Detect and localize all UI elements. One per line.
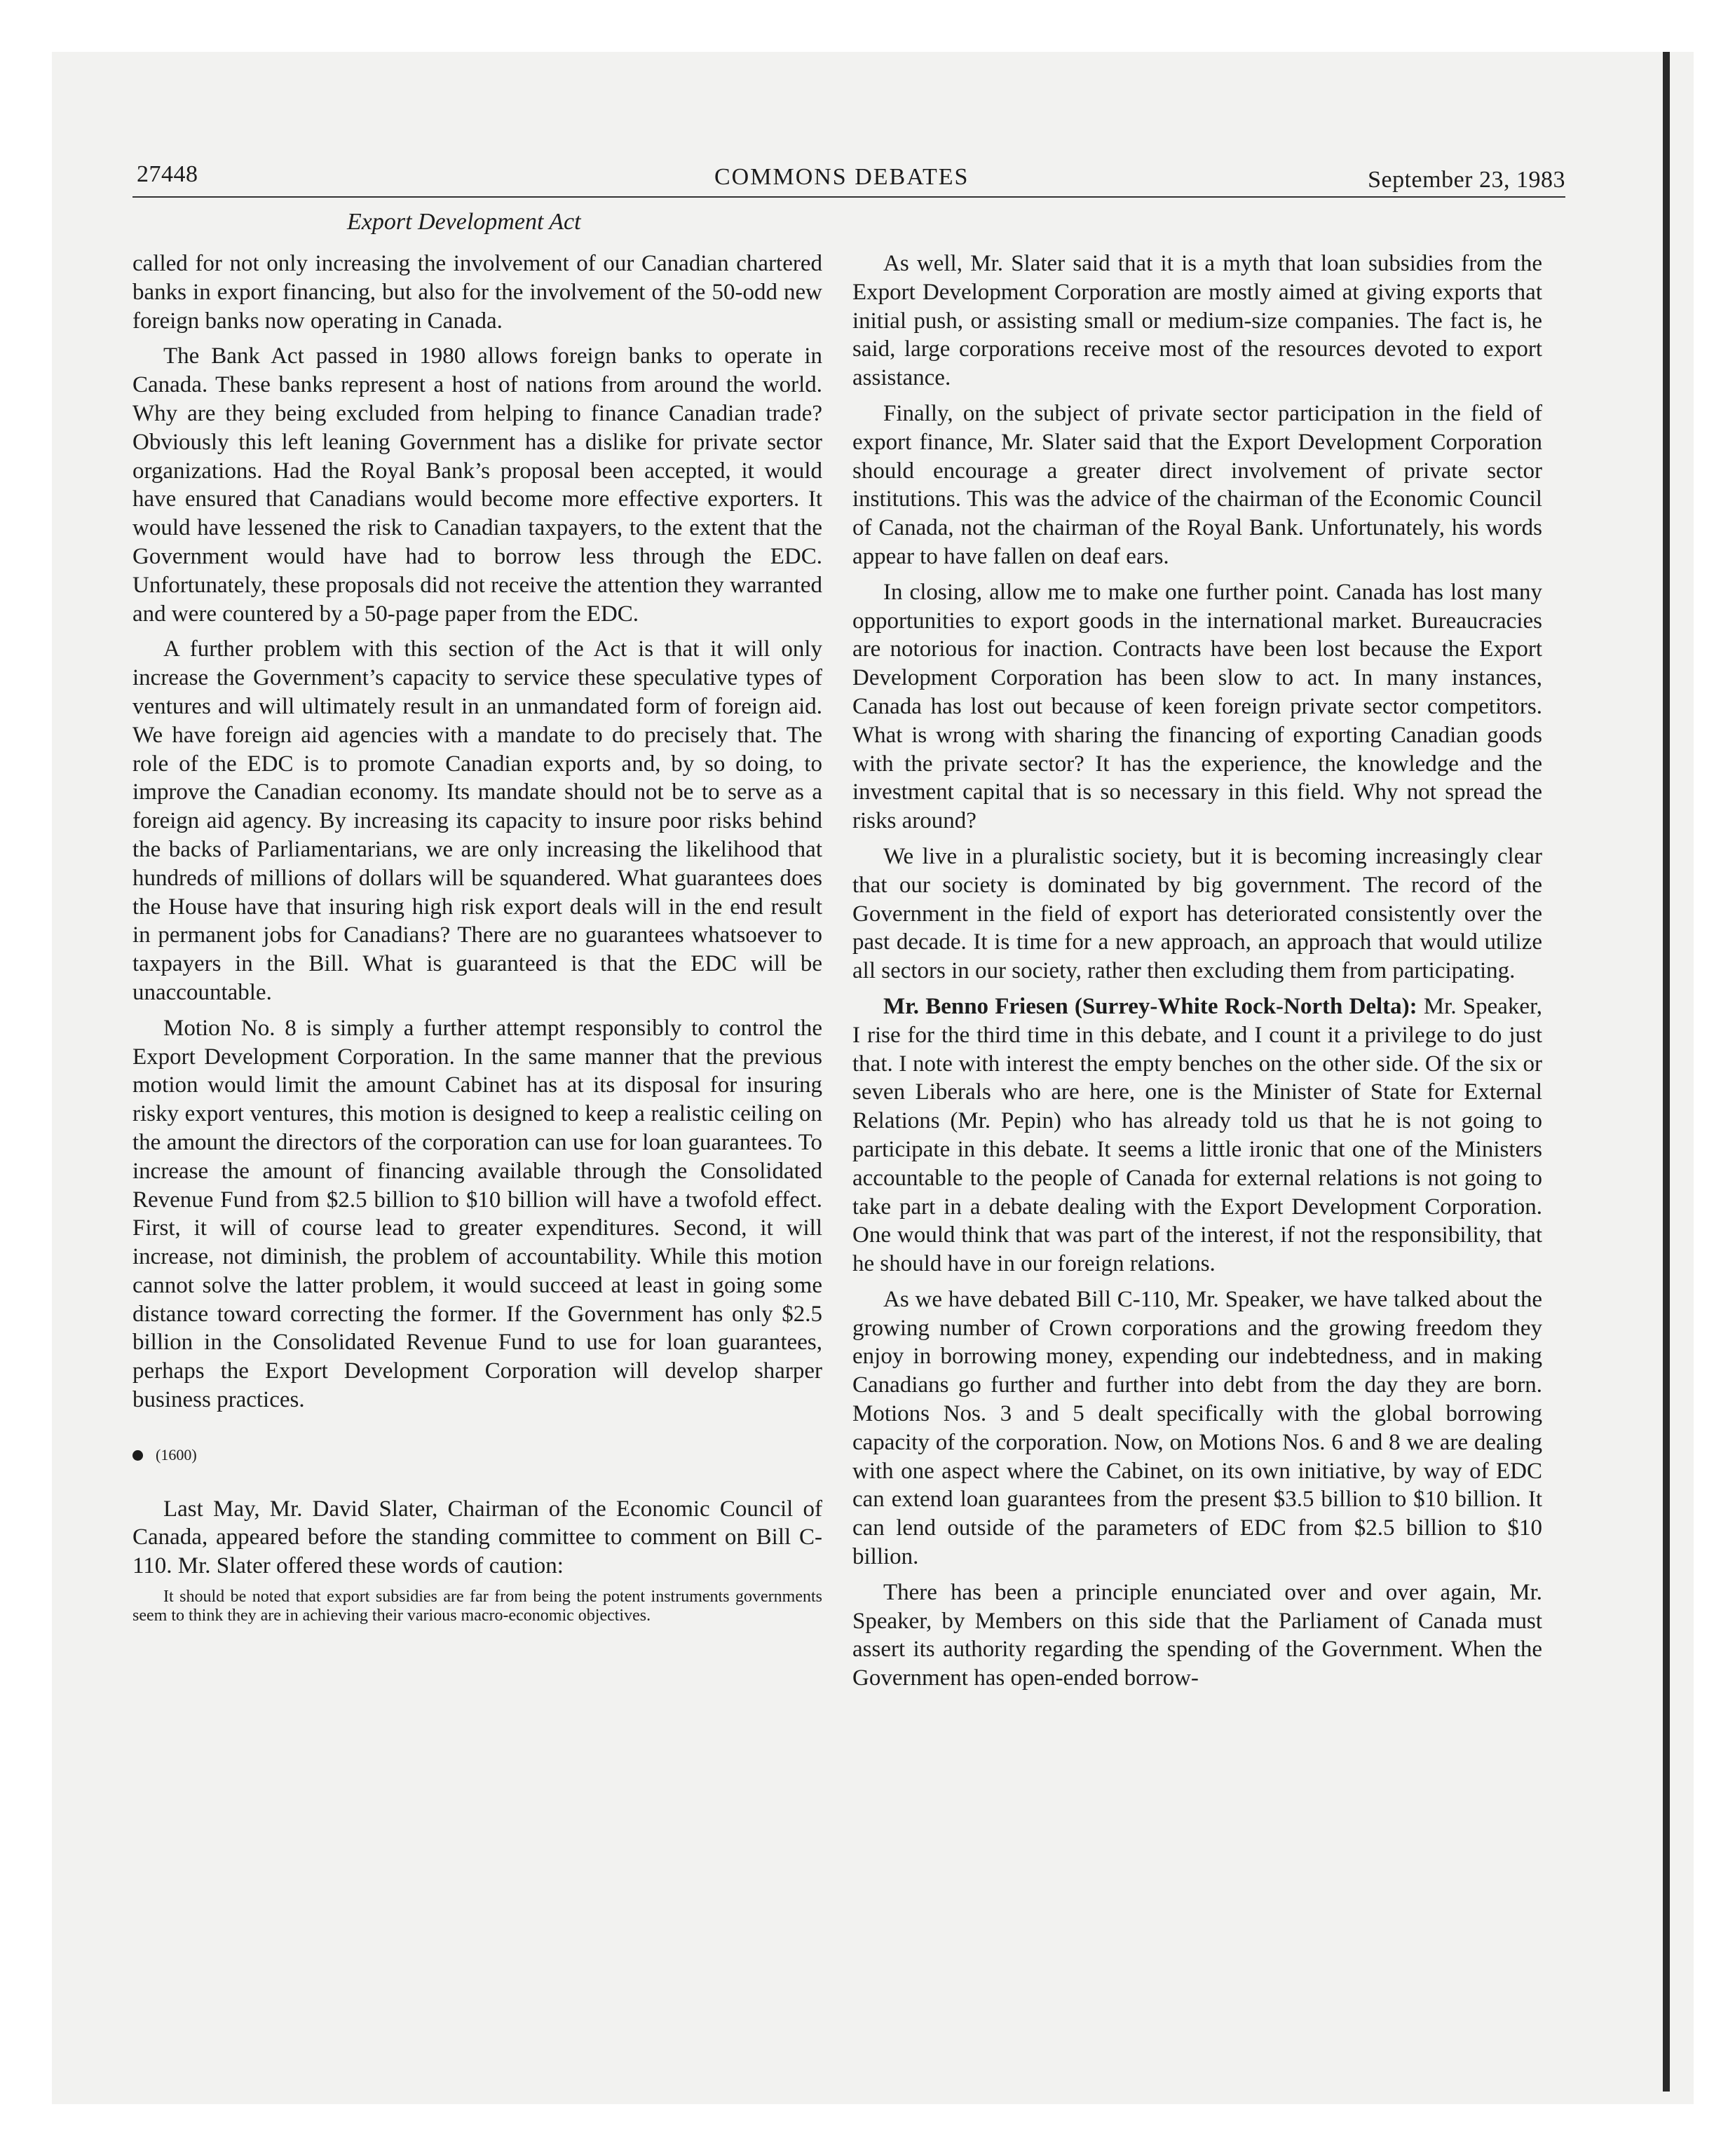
publication-date: September 23, 1983 — [1368, 167, 1565, 193]
paragraph: We live in a pluralistic society, but it is becoming increasingly clear that our society is dominated by big government. The record of the Government in the field of export has deteriorated consistently over the past decade. It is time for a new approach, an approach that would utilize all sectors in our society, rather then excluding them from participating. — [852, 843, 1542, 984]
paragraph: The Bank Act passed in 1980 allows foreign banks to operate in Canada. These banks represent a host of nations from around the world. Why are they being excluded from helping to finance Canadian trade? Obviously this left leaning Government has a dislike for private sector organizations. Had the Royal Bank’s proposal been accepted, it would have ensured that Canadians would become more effective exporters. It would have lessened the risk to Canadian taxpayers, to the extent that the Government would have had to borrow less through the EDC. Unfortunately, these proposals did not receive the attention they warranted and were countered by a 50-page paper from the EDC. — [132, 343, 822, 627]
paragraph: called for not only increasing the involvement of our Canadian chartered banks in export financing, but also for the involvement of the 50-odd new foreign banks now operating in Canada. — [132, 251, 822, 334]
page-header — [132, 161, 1565, 193]
bullet-icon — [132, 1450, 143, 1461]
paragraph: Motion No. 8 is simply a further attempt responsibly to control the Export Development Corporation. In the same manner that the previous motion would limit the amount Cabinet has at its disposal for insuring risky export ventures, this motion is designed to keep a realistic ceiling on the amount the directors of the corporation can use for loan guarantees. To increase the amount of financing available through the Consolidated Revenue Fund from $2.5 billion to $10 billion will have a twofold effect. First, it will of course lead to greater expenditures. Second, it will increase, not diminish, the problem of accountability. While this motion cannot solve the latter problem, it would succeed at least in going some distance toward correcting the former. If the Government has only $2.5 billion in the Consolidated Revenue Fund to use for loan guarantees, perhaps the Export Development Corporation will develop sharper business practices. — [132, 1015, 822, 1413]
block-quote: It should be noted that export subsidies are far from being the potent instruments governments seem to think they are in achieving their various macro-economic objectives. — [132, 1588, 822, 1625]
time-marker-label: (1600) — [156, 1445, 197, 1464]
speaker-name: Mr. Benno Friesen (Surrey-White Rock-North Delta): — [883, 993, 1417, 1019]
document-page — [132, 161, 1565, 2040]
speaker-paragraph — [852, 992, 1542, 1278]
header-rule — [132, 196, 1565, 198]
left-column — [132, 250, 822, 1632]
paragraph: Finally, on the subject of private sector participation in the field of export finance, Mr. Slater said that the Export Development Corporation should encourage a greater direct involvement of private sector institutions. This was the advice of the chairman of the Economic Council of Canada, not the chairman of the Royal Bank. Unfortunately, his words appear to have fallen on deaf ears. — [852, 400, 1542, 569]
section-title: Export Development Act — [347, 209, 581, 235]
page-number: 27448 — [137, 161, 198, 187]
time-marker — [132, 1441, 822, 1470]
page-edge-shadow — [1663, 52, 1670, 2092]
publication-title: COMMONS DEBATES — [714, 164, 969, 190]
speech-text: Mr. Speaker, I rise for the third time in this debate, and I count it a privilege to do just that. I note with interest the empty benches on the other side. Of the six or seven Liberals who are here, one is the Minister of State for External Relations (Mr. Pepin) who has already told us that he is not going to participate in this debate. It seems a little ironic that one of the Ministers accountable to the people of Canada for external relations is not going to take part in a debate dealing with the Export Development Corporation. One would think that was part of the interest, if not the responsibility, that he should have in our foreign relations. — [852, 993, 1542, 1277]
paragraph: A further problem with this section of the Act is that it will only increase the Government’s capacity to service these speculative types of ventures and will ultimately result in an unmandated form of foreign aid. We have foreign aid agencies with a mandate to do precisely that. The role of the EDC is to promote Canadian exports and, by so doing, to improve the Canadian economy. Its mandate should not be to serve as a foreign aid agency. By increasing its capacity to insure poor risks behind the backs of Parliamentarians, we are only increasing the likelihood that hundreds of millions of dollars will be squandered. What guarantees does the House have that insuring high risk export deals will in the end result in permanent jobs for Canadians? There are no guarantees whatsoever to taxpayers in the Bill. What is guaranteed is that the EDC will be unaccountable. — [132, 636, 822, 1005]
paragraph: In closing, allow me to make one further point. Canada has lost many opportunities to export goods in the international market. Bureaucracies are notorious for inaction. Contracts have been lost because the Export Development Corporation has been slow to act. In many instances, Canada has lost out because of keen foreign private sector competitors. What is wrong with sharing the financing of exporting Canadian goods with the private sector? It has the experience, the knowledge and the investment capital that is so necessary in this field. Why not spread the risks around? — [852, 579, 1542, 834]
paragraph: Last May, Mr. David Slater, Chairman of the Economic Council of Canada, appeared before the standing committee to comment on Bill C-110. Mr. Slater offered these words of caution: — [132, 1496, 822, 1579]
right-column — [852, 250, 1542, 1700]
paragraph: There has been a principle enunciated over and over again, Mr. Speaker, by Members on this side that the Parliament of Canada must assert its authority regarding the spending of the Government. When the Government has open-ended borrow- — [852, 1579, 1542, 1691]
paragraph: As we have debated Bill C-110, Mr. Speaker, we have talked about the growing number of Crown corporations and the growing freedom they enjoy in borrowing money, expending our indebtedness, and in making Canadians go further and further into debt from the day they are born. Motions Nos. 3 and 5 dealt specifically with the global borrowing capacity of the corporation. Now, on Motions Nos. 6 and 8 we are dealing with one aspect where the Cabinet, on its own initiative, by way of EDC can extend loan guarantees from the present $3.5 billion to $10 billion. It can lend outside of the parameters of EDC from $2.5 billion to $10 billion. — [852, 1286, 1542, 1570]
paragraph: As well, Mr. Slater said that it is a myth that loan subsidies from the Export Development Corporation are mostly aimed at giving exports that initial push, or assisting small or medium-size companies. The fact is, he said, large corporations receive most of the resources devoted to export assistance. — [852, 251, 1542, 391]
